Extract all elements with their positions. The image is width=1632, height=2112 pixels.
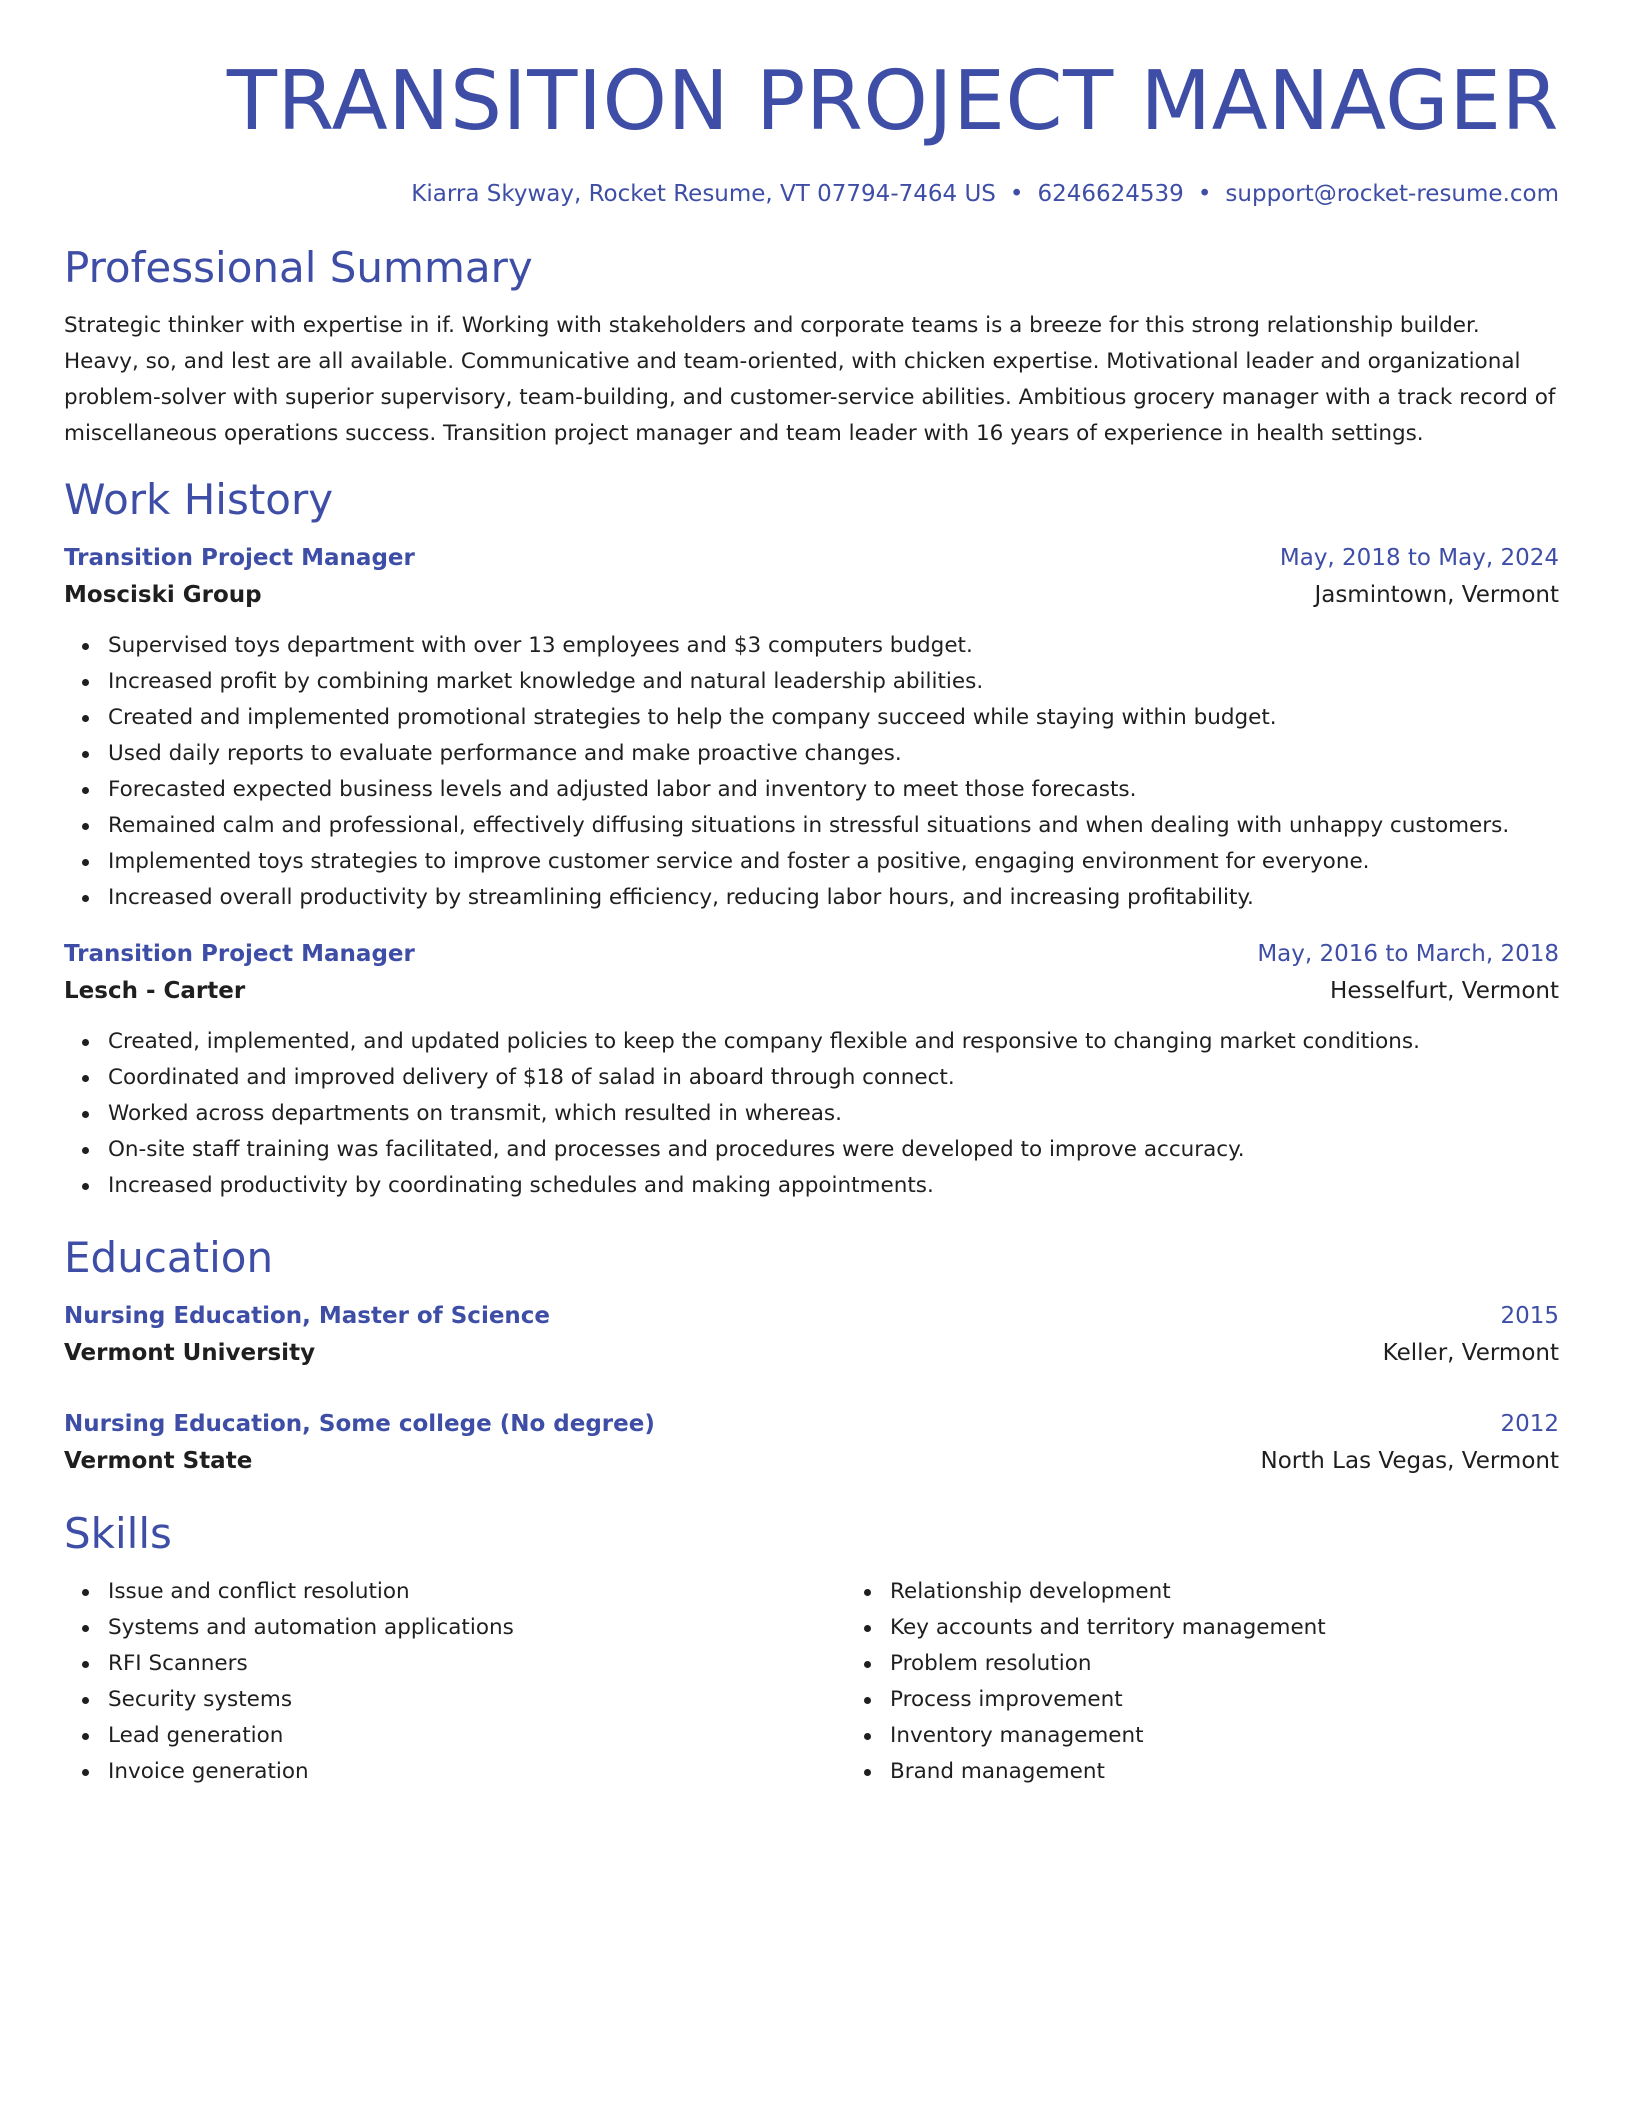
skills-list-right: [846, 1574, 1628, 1790]
education-header: [64, 1298, 1559, 1334]
job-dates: May, 2016 to March, 2018: [1257, 941, 1559, 967]
job-subheader: [64, 972, 1559, 1010]
contact-address: Kiarra Skyway, Rocket Resume, VT 07794-7464 US: [411, 181, 996, 207]
contact-email[interactable]: support@rocket-resume.com: [1225, 181, 1559, 207]
job-company: Mosciski Group: [64, 582, 262, 608]
job-bullet: Coordinated and improved delivery of $18 of salad in aboard through connect.: [108, 1060, 1559, 1096]
job-entry: [64, 936, 1559, 1204]
job-bullet: Created and implemented promotional strategies to help the company succeed while staying within budget.: [108, 700, 1559, 736]
work-history-heading: Work History: [64, 475, 334, 524]
job-title: Transition Project Manager: [64, 941, 415, 967]
job-header: [64, 936, 1559, 972]
separator-dot: •: [1009, 181, 1024, 207]
skill-item: Key accounts and territory management: [890, 1610, 1628, 1646]
job-company: Lesch - Carter: [64, 978, 246, 1004]
skills-list-left: [64, 1574, 846, 1790]
skills-columns: [64, 1574, 1559, 1790]
education-location: North Las Vegas, Vermont: [1260, 1448, 1559, 1474]
resume-page: [64, 0, 1559, 1790]
skill-item: Invoice generation: [108, 1754, 846, 1790]
education-year: 2015: [1500, 1303, 1559, 1329]
skill-item: Relationship development: [890, 1574, 1628, 1610]
job-bullet: Increased profit by combining market knowledge and natural leadership abilities.: [108, 664, 1559, 700]
job-bullet: Worked across departments on transmit, which resulted in whereas.: [108, 1096, 1559, 1132]
job-bullet: Implemented toys strategies to improve customer service and foster a positive, engaging environment for everyone.: [108, 844, 1559, 880]
skill-item: Security systems: [108, 1682, 846, 1718]
job-title: Transition Project Manager: [64, 545, 415, 571]
job-bullet: Remained calm and professional, effectively diffusing situations in stressful situations and when dealing with unhappy customers.: [108, 808, 1559, 844]
education-header: [64, 1406, 1559, 1442]
separator-dot: •: [1197, 181, 1212, 207]
job-bullet: Increased overall productivity by streamlining efficiency, reducing labor hours, and increasing profitability.: [108, 880, 1559, 916]
job-bullet: Forecasted expected business levels and adjusted labor and inventory to meet those forecasts.: [108, 772, 1559, 808]
resume-name: TRANSITION PROJECT MANAGER: [226, 54, 1559, 149]
education-entry: [64, 1406, 1559, 1480]
education-heading: Education: [64, 1233, 274, 1282]
summary-heading: Professional Summary: [64, 243, 533, 292]
skills-heading: Skills: [64, 1509, 172, 1558]
contact-phone[interactable]: 6246624539: [1037, 181, 1184, 207]
skill-item: Issue and conflict resolution: [108, 1574, 846, 1610]
job-bullet: On-site staff training was facilitated, and processes and procedures were developed to improve accuracy.: [108, 1132, 1559, 1168]
skill-item: Systems and automation applications: [108, 1610, 846, 1646]
job-bullet: Created, implemented, and updated policies to keep the company flexible and responsive to changing market conditions.: [108, 1024, 1559, 1060]
education-year: 2012: [1500, 1411, 1559, 1437]
skill-item: Lead generation: [108, 1718, 846, 1754]
job-dates: May, 2018 to May, 2024: [1279, 545, 1559, 571]
skill-item: Brand management: [890, 1754, 1628, 1790]
education-degree: Nursing Education, Some college (No degree): [64, 1411, 655, 1437]
education-degree: Nursing Education, Master of Science: [64, 1303, 551, 1329]
contact-line: [64, 178, 1559, 210]
skill-item: Inventory management: [890, 1718, 1628, 1754]
job-bullet: Used daily reports to evaluate performance and make proactive changes.: [108, 736, 1559, 772]
skill-item: Problem resolution: [890, 1646, 1628, 1682]
job-bullets: [64, 1024, 1559, 1204]
job-location: Hesselfurt, Vermont: [1330, 978, 1559, 1004]
skill-item: Process improvement: [890, 1682, 1628, 1718]
education-location: Keller, Vermont: [1382, 1340, 1559, 1366]
job-subheader: [64, 576, 1559, 614]
summary-text: Strategic thinker with expertise in if. Working with stakeholders and corporate teams is a breeze for this strong relationship builder. Heavy, so, and lest are all available. Communicative and team-oriented, with chicken expertise. Motivational leader and organizational problem-solver with superior supervisory, team-building, and customer-service abilities. Ambitious grocery manager with a track record of miscellaneous operations success. Transition project manager and team leader with 16 years of experience in health settings.: [64, 313, 1556, 446]
education-entry: [64, 1298, 1559, 1372]
education-school: Vermont University: [64, 1340, 316, 1366]
job-location: Jasmintown, Vermont: [1314, 582, 1559, 608]
skill-item: RFI Scanners: [108, 1646, 846, 1682]
job-bullet: Increased productivity by coordinating schedules and making appointments.: [108, 1168, 1559, 1204]
job-bullets: [64, 628, 1559, 916]
job-bullet: Supervised toys department with over 13 employees and $3 computers budget.: [108, 628, 1559, 664]
education-subheader: [64, 1442, 1559, 1480]
job-entry: [64, 540, 1559, 916]
job-header: [64, 540, 1559, 576]
education-school: Vermont State: [64, 1448, 253, 1474]
education-subheader: [64, 1334, 1559, 1372]
